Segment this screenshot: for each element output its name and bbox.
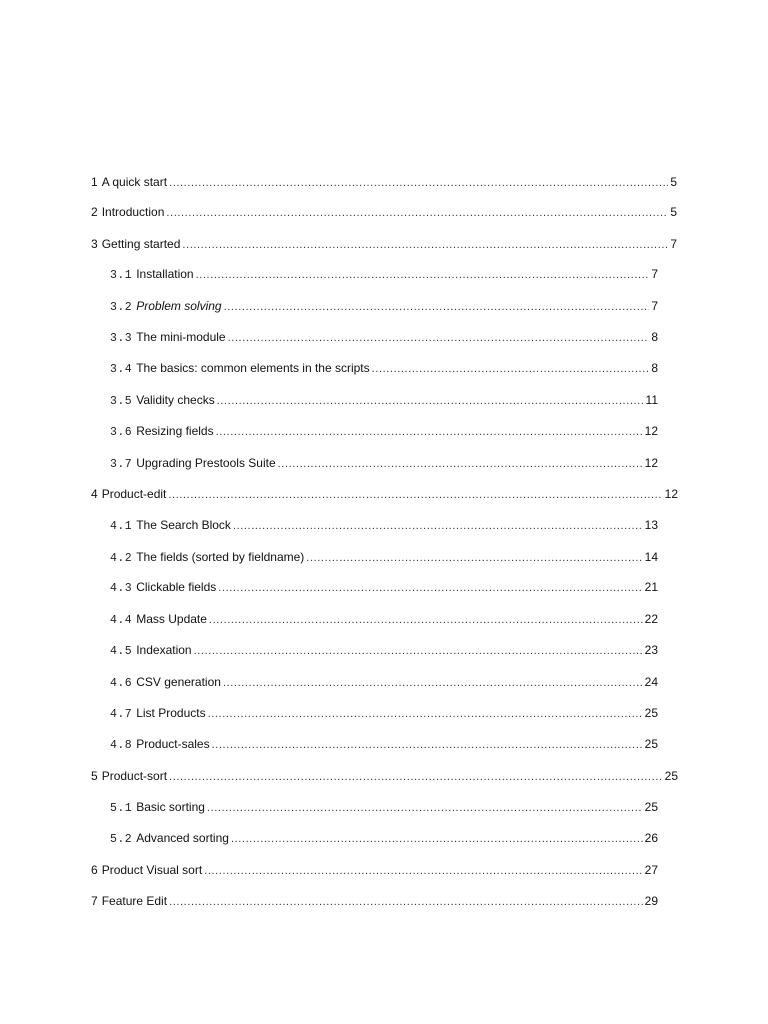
dot-leader — [231, 830, 643, 848]
dot-leader — [207, 799, 643, 817]
toc-entry-page: 26 — [644, 831, 658, 845]
toc-entry-page: 11 — [645, 393, 658, 407]
toc-entry-page: 5 — [670, 205, 677, 219]
toc-entry-title: Advanced sorting — [136, 831, 229, 845]
toc-entry-title: Resizing fields — [136, 424, 214, 438]
toc-entry-page: 22 — [644, 612, 658, 626]
toc-entry-number: 3.2 — [110, 301, 133, 314]
toc-entry-4-5[interactable] — [110, 641, 658, 659]
toc-entry-title: The basics: common elements in the scripts — [136, 361, 370, 375]
dot-leader — [209, 611, 643, 629]
toc-entry-page: 24 — [644, 675, 658, 689]
dot-leader — [169, 893, 643, 911]
toc-entry-page: 23 — [644, 643, 658, 657]
dot-leader — [169, 768, 663, 786]
dot-leader — [306, 549, 642, 567]
toc-entry-page: 27 — [644, 863, 658, 877]
dot-leader — [218, 579, 642, 597]
toc-entry-1[interactable] — [91, 173, 677, 191]
dot-leader — [233, 517, 643, 535]
toc-entry-3-2[interactable] — [110, 297, 658, 315]
toc-entry-number: 4.1 — [110, 520, 133, 533]
dot-leader — [223, 674, 643, 692]
toc-entry-title: The mini-module — [136, 330, 226, 344]
dot-leader — [182, 236, 668, 254]
toc-entry-title: Product-sales — [136, 737, 210, 751]
toc-entry-title: Product-edit — [101, 487, 167, 501]
toc-entry-number: 5 — [91, 769, 98, 783]
dot-leader — [168, 486, 662, 504]
dot-leader — [216, 423, 643, 441]
toc-entry-number: 4.3 — [110, 582, 133, 595]
dot-leader — [212, 736, 643, 754]
toc-entry-7[interactable] — [91, 892, 658, 910]
toc-entry-page: 25 — [644, 706, 658, 720]
toc-entry-page: 29 — [644, 894, 658, 908]
toc-entry-4-7[interactable] — [110, 704, 658, 722]
toc-entry-number: 3.5 — [110, 395, 133, 408]
toc-entry-number: 1 — [91, 175, 98, 189]
toc-entry-4-6[interactable] — [110, 673, 658, 691]
toc-entry-title: CSV generation — [136, 675, 221, 689]
toc-entry-3-7[interactable] — [110, 454, 658, 472]
toc-entry-number: 4.6 — [110, 677, 133, 690]
dot-leader — [166, 204, 668, 222]
dot-leader — [204, 862, 642, 880]
toc-entry-number: 7 — [91, 894, 98, 908]
toc-entry-page: 7 — [651, 299, 658, 313]
dot-leader — [278, 455, 643, 473]
toc-entry-number: 3.7 — [110, 458, 133, 471]
toc-entry-page: 25 — [644, 737, 658, 751]
toc-entry-title: Validity checks — [136, 393, 215, 407]
toc-entry-2[interactable] — [91, 203, 677, 221]
toc-entry-page: 5 — [670, 175, 677, 189]
toc-entry-5-1[interactable] — [110, 798, 658, 816]
toc-entry-page: 12 — [664, 487, 678, 501]
toc-entry-3-3[interactable] — [110, 328, 658, 346]
toc-entry-title: Basic sorting — [136, 800, 205, 814]
toc-entry-number: 3.4 — [110, 363, 133, 376]
dot-leader — [196, 266, 650, 284]
dot-leader — [224, 298, 650, 316]
toc-entry-3-4[interactable] — [110, 359, 658, 377]
dot-leader — [208, 705, 643, 723]
toc-entry-title: Problem solving — [136, 299, 222, 313]
toc-entry-title: Introduction — [101, 205, 165, 219]
toc-entry-page: 12 — [644, 456, 658, 470]
toc-entry-5-2[interactable] — [110, 829, 658, 847]
toc-entry-title: Product-sort — [101, 769, 168, 783]
dot-leader — [372, 360, 650, 378]
toc-entry-title: A quick start — [101, 175, 168, 189]
toc-entry-3-1[interactable] — [110, 265, 658, 283]
toc-entry-number: 4.5 — [110, 645, 133, 658]
toc-entry-page: 12 — [644, 424, 658, 438]
toc-entry-number: 3.3 — [110, 332, 133, 345]
toc-entry-title: The fields (sorted by fieldname) — [136, 550, 305, 564]
toc-entry-title: Product Visual sort — [101, 863, 203, 877]
dot-leader — [228, 329, 650, 347]
toc-entry-title: The Search Block — [136, 518, 231, 532]
toc-entry-3[interactable] — [91, 235, 677, 253]
toc-entry-title: Clickable fields — [136, 580, 217, 594]
toc-entry-page: 14 — [644, 550, 658, 564]
toc-entry-number: 2 — [91, 205, 98, 219]
toc-entry-4-4[interactable] — [110, 610, 658, 628]
toc-entry-number: 4.7 — [110, 708, 133, 721]
toc-entry-4-1[interactable] — [110, 516, 658, 534]
dot-leader — [169, 174, 668, 192]
toc-entry-4-2[interactable] — [110, 548, 658, 566]
toc-entry-6[interactable] — [91, 861, 658, 879]
toc-entry-title: Upgrading Prestools Suite — [136, 456, 276, 470]
toc-entry-page: 8 — [651, 330, 658, 344]
toc-entry-3-6[interactable] — [110, 422, 658, 440]
toc-entry-4-8[interactable] — [110, 735, 658, 753]
toc-entry-number: 5.1 — [110, 802, 133, 815]
toc-entry-page: 21 — [644, 580, 658, 594]
toc-entry-title: Feature Edit — [101, 894, 168, 908]
toc-entry-page: 7 — [670, 237, 677, 251]
toc-entry-title: Mass Update — [136, 612, 207, 626]
toc-entry-number: 3.6 — [110, 426, 133, 439]
toc-entry-4[interactable] — [91, 485, 678, 503]
toc-entry-page: 13 — [644, 518, 658, 532]
toc-entry-number: 4.8 — [110, 739, 133, 752]
toc-entry-title: List Products — [136, 706, 206, 720]
toc-entry-page: 7 — [651, 267, 658, 281]
toc-entry-number: 6 — [91, 863, 98, 877]
toc-entry-number: 4 — [91, 487, 98, 501]
toc-entry-title: Getting started — [101, 237, 181, 251]
toc-entry-number: 5.2 — [110, 833, 133, 846]
toc-entry-number: 3.1 — [110, 269, 133, 282]
toc-entry-3-5[interactable] — [110, 391, 658, 409]
toc-entry-page: 8 — [651, 361, 658, 375]
toc-entry-page: 25 — [644, 800, 658, 814]
toc-entry-number: 4.2 — [110, 552, 133, 565]
dot-leader — [217, 392, 644, 410]
toc-entry-title: Indexation — [136, 643, 192, 657]
toc-entry-number: 4.4 — [110, 614, 133, 627]
toc-entry-number: 3 — [91, 237, 98, 251]
toc-entry-5[interactable] — [91, 767, 678, 785]
toc-entry-title: Installation — [136, 267, 194, 281]
toc-entry-4-3[interactable] — [110, 578, 658, 596]
toc-entry-page: 25 — [664, 769, 678, 783]
dot-leader — [194, 642, 643, 660]
